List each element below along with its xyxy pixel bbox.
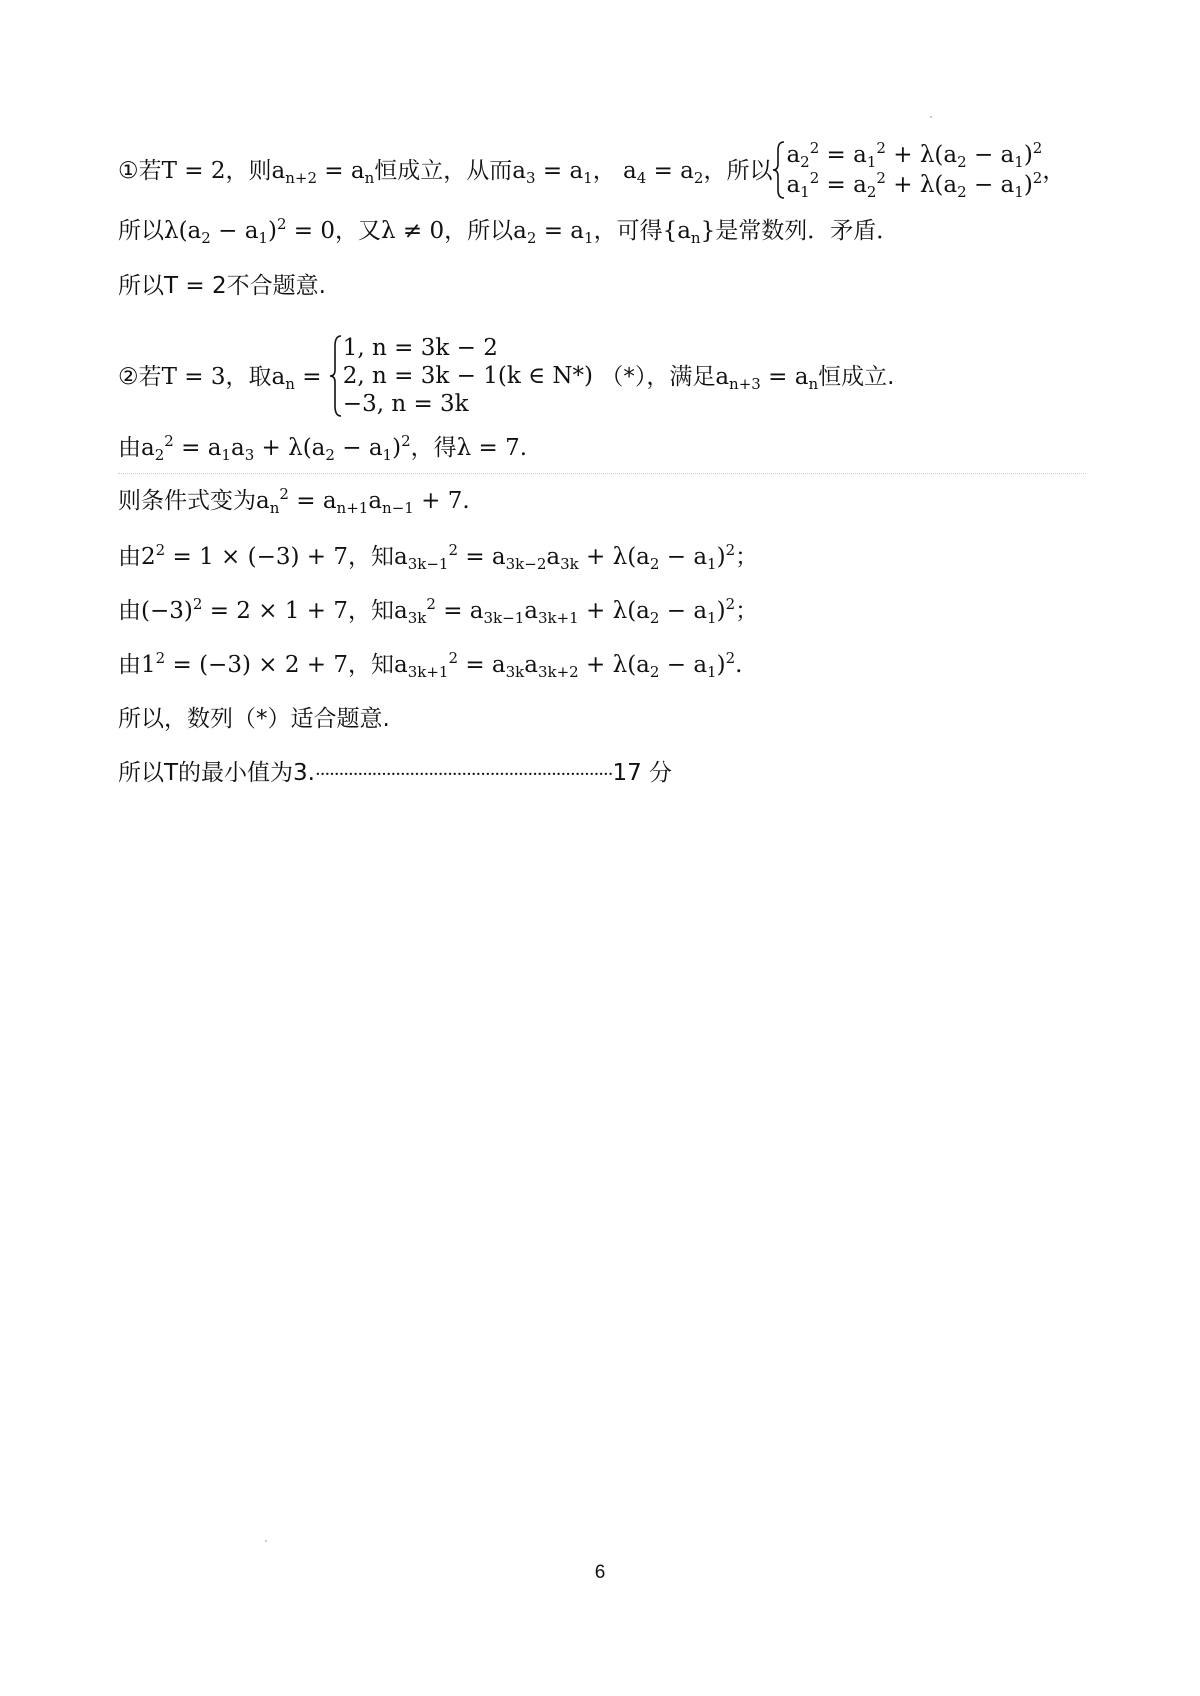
text: ，可得 bbox=[593, 218, 663, 244]
line-lambda: 由$a_2^2 = a_1a_3 + \lambda(a_2 - a_1)^2$，得λ = 7. bbox=[118, 432, 528, 464]
line-case-t2: ①若T = 2，则$a_{n+2} = a_n$恒成立，从而$a_3 = a_1$， $a_4 = a_2$，所以 $a_2^2 = a_1^2 + \lambda(a_2 - a_1)^2$ $a_1^2 = a_2^2 + \lambda(a_2 - a_1)^2$ ， bbox=[118, 139, 1066, 201]
brace-icon bbox=[329, 334, 343, 418]
text: ，所以 bbox=[703, 158, 773, 184]
text: 则条件式变为 bbox=[118, 488, 256, 514]
line-case-t3: ②若T = 3，取$a_n$ = 1, n = 3k − 2 2, n = 3k − 1(k ∈ N*) −3, n = 3k （*），满足$a_{n+3} = a_n$恒成立. bbox=[118, 335, 895, 417]
text: ，知 bbox=[348, 652, 394, 678]
text: ，则 bbox=[225, 158, 272, 184]
line-sequence-valid: 所以，数列（*）适合题意. bbox=[118, 706, 390, 732]
divider bbox=[118, 473, 1086, 474]
page-number: 6 bbox=[594, 1562, 606, 1583]
text: . bbox=[462, 488, 470, 514]
text: ①若 bbox=[118, 158, 162, 184]
text: 由 bbox=[118, 544, 141, 570]
text: 是常数列．矛盾． bbox=[715, 218, 900, 244]
text: 恒成立. bbox=[818, 364, 895, 390]
text: ， bbox=[592, 158, 616, 184]
line-final-answer bbox=[118, 762, 672, 785]
text: ，又 bbox=[335, 218, 382, 244]
text: 由 bbox=[118, 598, 141, 624]
text: ，知 bbox=[348, 544, 394, 570]
text: ； bbox=[735, 598, 759, 624]
line-condition: 则条件式变为$a_n^2 = a_{n+1}a_{n-1} + 7$. bbox=[118, 485, 470, 517]
leader-dots: ······························································· bbox=[315, 764, 613, 785]
text: 由 bbox=[118, 435, 141, 461]
text: 恒成立，从而 bbox=[374, 158, 513, 184]
text: ； bbox=[735, 544, 759, 570]
text: ， bbox=[1042, 158, 1066, 184]
equation-system: $a_2^2 = a_1^2 + \lambda(a_2 - a_1)^2$ $a_1^2 = a_2^2 + \lambda(a_2 - a_1)^2$ bbox=[772, 140, 1042, 200]
score: 17 分 bbox=[612, 760, 673, 786]
text: ，所以 bbox=[444, 218, 514, 244]
text: 由 bbox=[118, 652, 141, 678]
text: ②若 bbox=[118, 364, 162, 390]
line-check-2: 由$(-3)^2 = 2 \times 1 + 7$，知$a_{3k}^2 = a_{3k-1}a_{3k+1} + \lambda(a_2 - a_1)^2$； bbox=[118, 595, 759, 627]
text: 所以 bbox=[118, 218, 164, 244]
text: ，得 bbox=[410, 435, 457, 461]
line-check-3: 由$1^2 = (-3) \times 2 + 7$，知$a_{3k+1}^2 = a_{3k}a_{3k+2} + \lambda(a_2 - a_1)^2$. bbox=[118, 649, 743, 681]
case-row: −3, n = 3k bbox=[342, 391, 469, 417]
case-row: 2, n = 3k − 1(k ∈ N*) bbox=[342, 363, 594, 389]
case-row: 1, n = 3k − 2 bbox=[342, 335, 498, 361]
scan-speck bbox=[930, 116, 932, 118]
scan-speck bbox=[265, 1540, 267, 1542]
text: . bbox=[519, 435, 528, 461]
piecewise-definition bbox=[329, 334, 593, 418]
brace-icon bbox=[772, 140, 786, 200]
text: . bbox=[735, 652, 743, 678]
final-answer: 所以T的最小值为3. bbox=[118, 760, 315, 786]
text: ，取 bbox=[225, 364, 272, 390]
line-conclusion-t2: 所以T = 2不合题意. bbox=[118, 273, 326, 299]
line-contradiction: 所以$\lambda(a_2 - a_1)^2 = 0$，又λ ≠ 0，所以$a_2 = a_1$，可得$\{a_n\}$是常数列．矛盾． bbox=[118, 215, 900, 247]
line-check-1: 由$2^2 = 1 \times (-3) + 7$，知$a_{3k-1}^2 = a_{3k-2}a_{3k} + \lambda(a_2 - a_1)^2$； bbox=[118, 541, 759, 573]
text: ，知 bbox=[348, 598, 394, 624]
text: （*），满足 bbox=[600, 364, 716, 390]
